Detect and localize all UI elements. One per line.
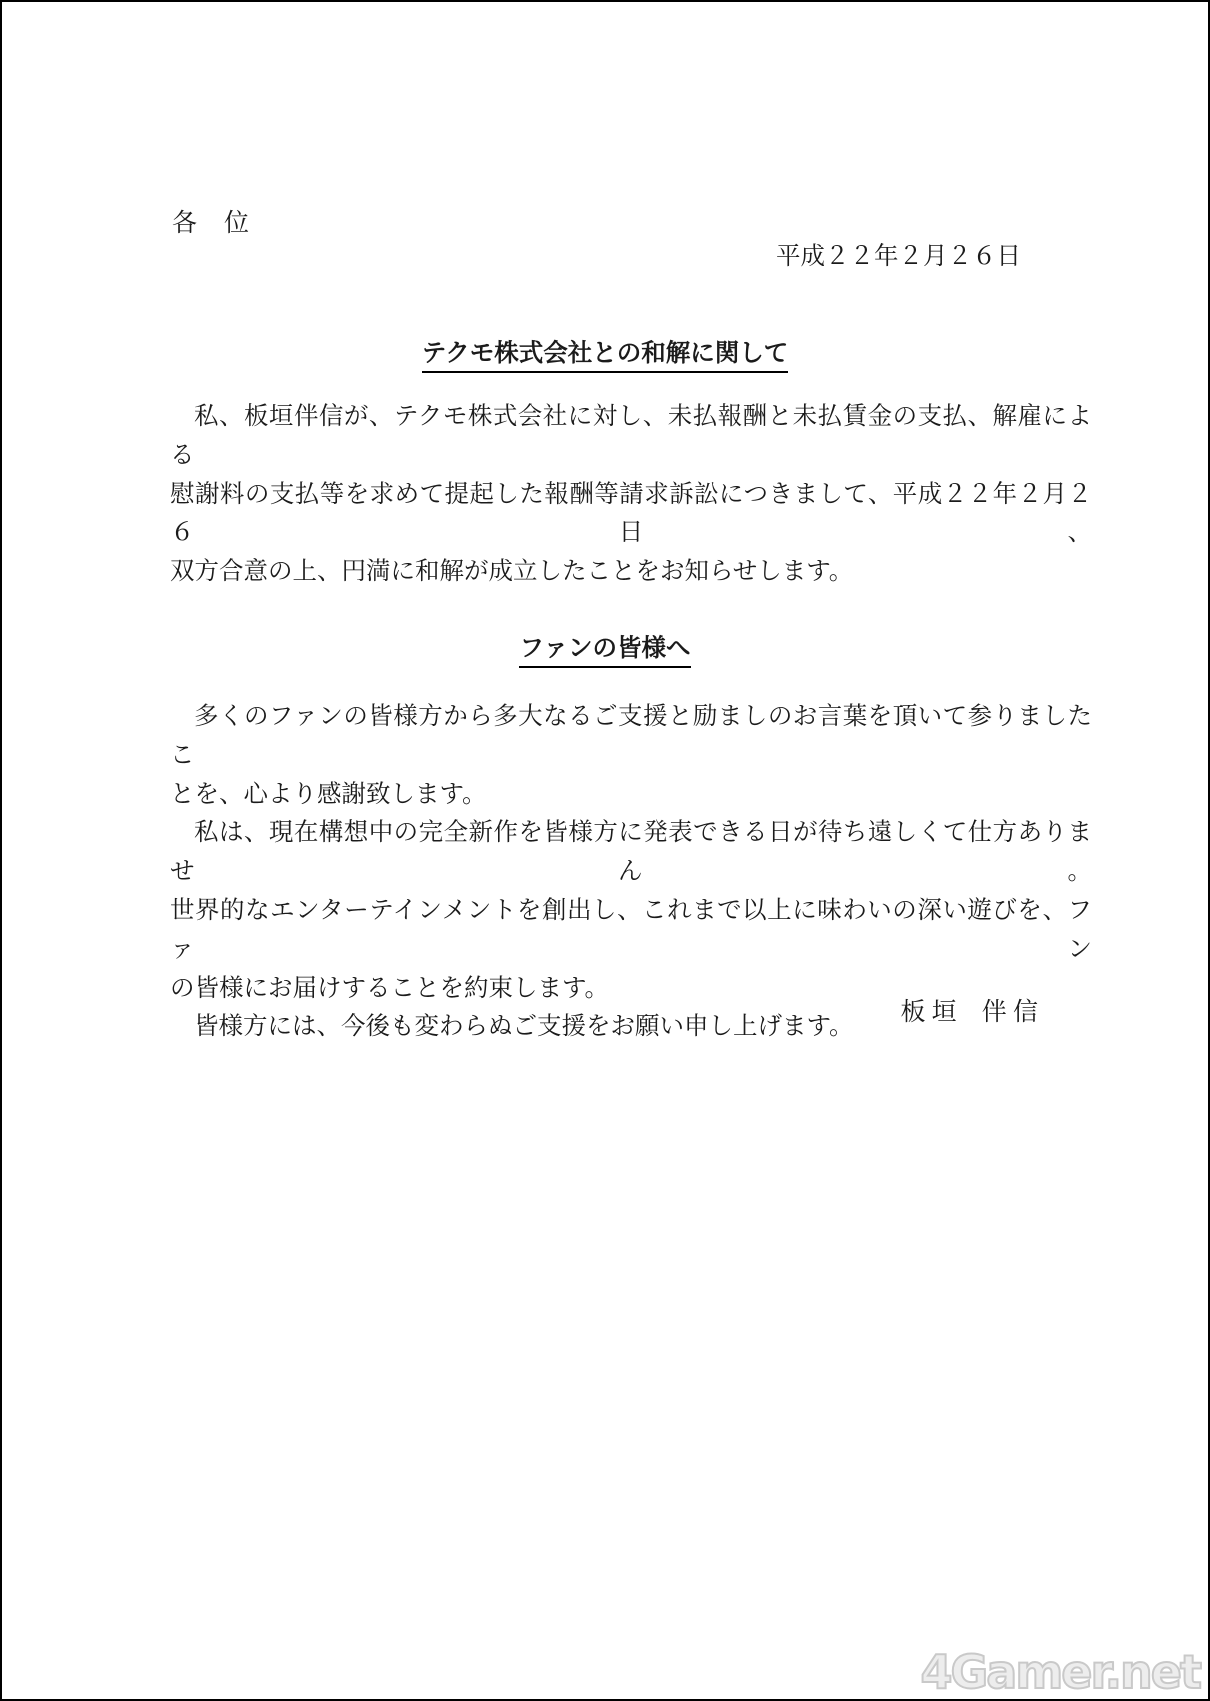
document-title	[2, 334, 1208, 373]
salutation: 各 位	[172, 210, 251, 237]
document-line: 双方合意の上、円満に和解が成立したことをお知らせします。	[170, 558, 854, 586]
fans-heading	[2, 629, 1208, 668]
settlement-paragraph	[170, 398, 1092, 592]
fans-heading-text: ファンの皆様へ	[519, 629, 690, 668]
document-date: 平成２２年２月２６日	[776, 243, 1021, 270]
document-title-text: テクモ株式会社との和解に関して	[422, 334, 789, 373]
document-line: の皆様にお届けすることを約束します。	[170, 974, 610, 1002]
document-line: 私、板垣伴信が、テクモ株式会社に対し、未払報酬と未払賃金の支払、解雇による	[170, 403, 1092, 469]
signature: 板 垣 伴 信	[900, 999, 1038, 1026]
document-line: 慰謝料の支払等を求めて提起した報酬等請求訴訟につきまして、平成２２年２月２６日、	[170, 480, 1092, 547]
document-line: 皆様方には、今後も変わらぬご支援をお願い申し上げます。	[194, 1013, 854, 1041]
document-line: 多くのファンの皆様方から多大なるご支援と励ましのお言葉を頂いて参りましたこ	[170, 703, 1092, 769]
document-line: 世界的なエンターテインメントを創出し、これまで以上に味わいの深い遊びを、ファン	[170, 896, 1092, 963]
document-line: 私は、現在構想中の完全新作を皆様方に発表できる日が待ち遠しくて仕方ありません。	[170, 819, 1092, 886]
4gamer-watermark: 4Gamer.net	[920, 1645, 1200, 1699]
document-line: とを、心より感謝致します。	[170, 780, 487, 808]
